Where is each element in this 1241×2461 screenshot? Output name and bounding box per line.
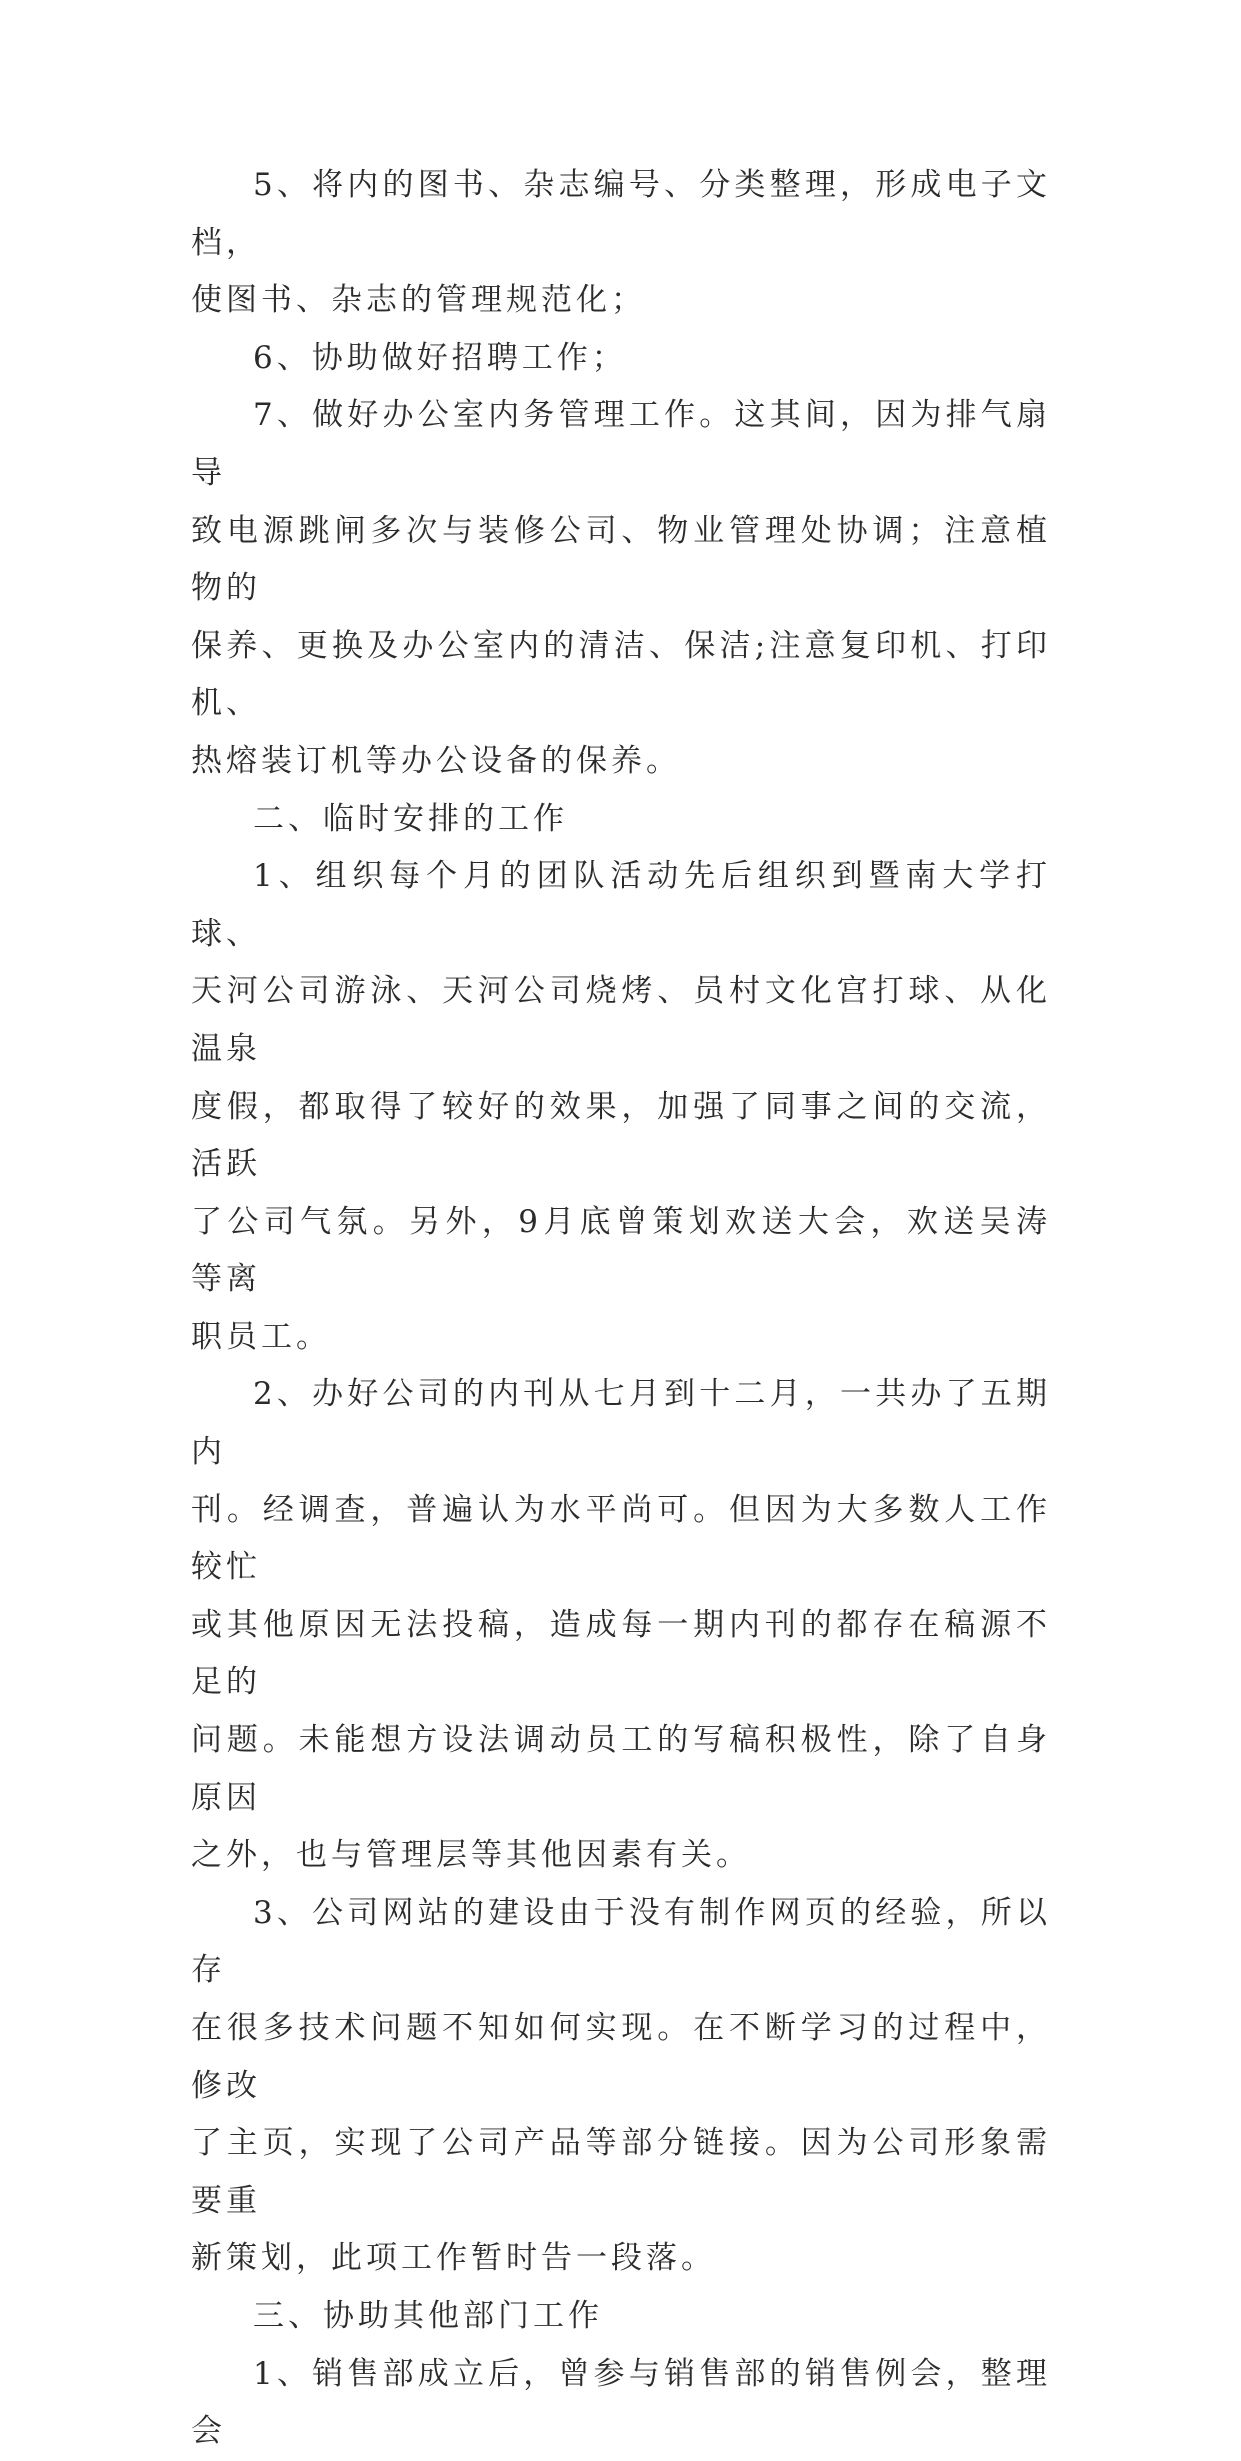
section-heading-3 bbox=[191, 2288, 1051, 2346]
text-line: 刊。经调查，普遍认为水平尚可。但因为大多数人工作较忙 bbox=[191, 1491, 1051, 1586]
text-line: 6、协助做好招聘工作； bbox=[253, 339, 627, 376]
text-line: 5、将内的图书、杂志编号、分类整理，形成电子文档， bbox=[191, 167, 1051, 261]
text-line: 保养、更换及办公室内的清洁、保洁;注意复印机、打印机、 bbox=[191, 627, 1051, 722]
text-line: 职员工。 bbox=[191, 1318, 331, 1355]
text-line: 致电源跳闸多次与装修公司、物业管理处协调；注意植物的 bbox=[191, 512, 1051, 607]
text-line: 度假，都取得了较好的效果，加强了同事之间的交流，活跃 bbox=[191, 1088, 1051, 1183]
text-line: 使图书、杂志的管理规范化； bbox=[191, 282, 646, 319]
paragraph-temp-2 bbox=[191, 1366, 1051, 1884]
text-line: 2、办好公司的内刊从七月到十二月，一共办了五期内 bbox=[191, 1376, 1051, 1471]
text-line: 3、公司网站的建设由于没有制作网页的经验，所以存 bbox=[191, 1894, 1051, 1989]
text-line: 问题。未能想方设法调动员工的写稿积极性，除了自身原因 bbox=[191, 1722, 1051, 1816]
text-line: 7、做好办公室内务管理工作。这其间，因为排气扇导 bbox=[191, 397, 1051, 491]
text-line: 或其他原因无法投稿，造成每一期内刊的都存在稿源不足的 bbox=[191, 1606, 1051, 1701]
paragraph-item-7 bbox=[191, 387, 1051, 790]
paragraph-temp-1 bbox=[191, 848, 1051, 1366]
text-line: 之外，也与管理层等其他因素有关。 bbox=[191, 1837, 751, 1874]
text-line: 新策划，此项工作暂时告一段落。 bbox=[191, 2240, 716, 2277]
text-line: 了公司气氛。另外，9月底曾策划欢送大会，欢送吴涛等离 bbox=[191, 1203, 1051, 1298]
paragraph-item-6 bbox=[191, 330, 1051, 388]
text-line: 了主页，实现了公司产品等部分链接。因为公司形象需要重 bbox=[191, 2125, 1051, 2219]
paragraph-assist-1 bbox=[191, 2346, 1051, 2461]
paragraph-temp-3 bbox=[191, 1885, 1051, 2288]
section-heading-2 bbox=[191, 791, 1051, 849]
text-line: 在很多技术问题不知如何实现。在不断学习的过程中，修改 bbox=[191, 2010, 1051, 2104]
text-line: 1、销售部成立后，曾参与销售部的销售例会，整理会 bbox=[191, 2355, 1051, 2450]
text-line: 热熔装订机等办公设备的保养。 bbox=[191, 742, 681, 779]
paragraph-item-5 bbox=[191, 157, 1051, 330]
document-body bbox=[191, 157, 1051, 2461]
text-line: 1、组织每个月的团队活动先后组织到暨南大学打球、 bbox=[191, 858, 1051, 952]
section-heading-text: 三、协助其他部门工作 bbox=[253, 2297, 603, 2334]
text-line: 天河公司游泳、天河公司烧烤、员村文化宫打球、从化温泉 bbox=[191, 973, 1051, 1067]
section-heading-text: 二、临时安排的工作 bbox=[253, 800, 568, 837]
